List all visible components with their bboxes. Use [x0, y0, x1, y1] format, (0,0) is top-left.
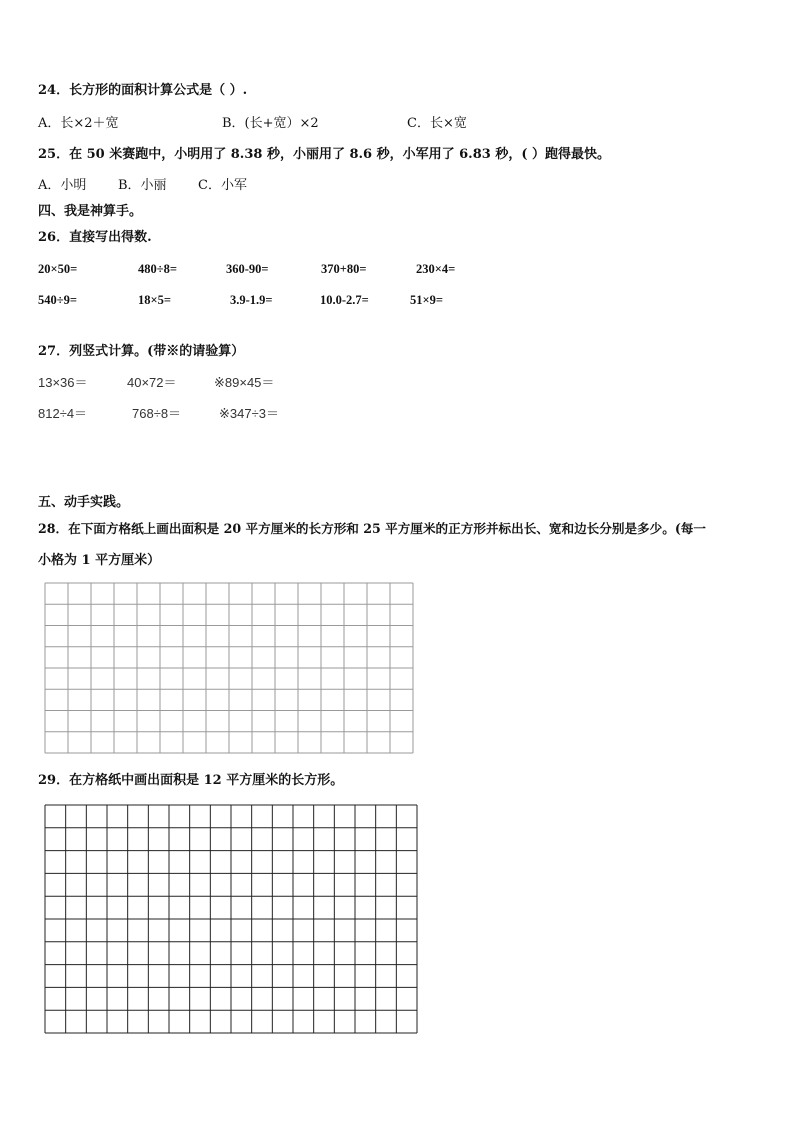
q26-expr: 10.0-2.7= [320, 293, 369, 307]
q29-grid-paper[interactable] [44, 804, 418, 1034]
q25-stem: 25．在 50 米赛跑中，小明用了 8.38 秒，小丽用了 8.6 秒，小军用了 6.83 秒，( ）跑得最快。 [38, 147, 611, 162]
q26-expr: 480÷8= [138, 262, 177, 276]
q26-expr: 540÷9= [38, 293, 77, 307]
q27-stem: 27．列竖式计算。(带※的请验算） [38, 344, 245, 359]
q24-stem: 24．长方形的面积计算公式是（ ）. [38, 83, 248, 98]
q26-expr: 230×4= [416, 262, 456, 276]
q26-stem: 26．直接写出得数. [38, 230, 152, 245]
q28-stem-line1: 28．在下面方格纸上画出面积是 20 平方厘米的长方形和 25 平方厘米的正方形并标出长、宽和边长分别是多少。(每一 [38, 521, 706, 536]
q26-expr: 360-90= [226, 262, 269, 276]
q26-expr: 18×5= [138, 293, 171, 307]
q24-option-b: B．(长+宽）×2 [222, 116, 319, 131]
q26-expr: 20×50= [38, 262, 78, 276]
q26-expr: 3.9-1.9= [230, 293, 273, 307]
q25-option-b: B．小丽 [118, 178, 167, 193]
q25-option-a: A．小明 [38, 178, 87, 193]
q28-stem-line2: 小格为 1 平方厘米） [38, 553, 161, 568]
q26-expr: 370+80= [321, 262, 367, 276]
q27-expr: ※89×45＝ [214, 375, 275, 390]
q27-expr: ※347÷3＝ [219, 406, 279, 421]
q27-expr: 812÷4＝ [38, 406, 88, 421]
q29-stem: 29．在方格纸中画出面积是 12 平方厘米的长方形。 [38, 773, 344, 788]
q27-expr: 40×72＝ [127, 375, 177, 390]
section-4-title: 四、我是神算手。 [38, 204, 143, 219]
q26-expr: 51×9= [410, 293, 443, 307]
q28-grid-paper[interactable] [44, 582, 414, 754]
q24-option-a: A．长×2＋宽 [38, 116, 119, 131]
q27-expr: 768÷8＝ [132, 406, 182, 421]
section-5-title: 五、动手实践。 [38, 495, 130, 510]
q24-option-c: C．长×宽 [407, 116, 467, 131]
q25-option-c: C．小军 [198, 178, 247, 193]
q27-expr: 13×36＝ [38, 375, 88, 390]
